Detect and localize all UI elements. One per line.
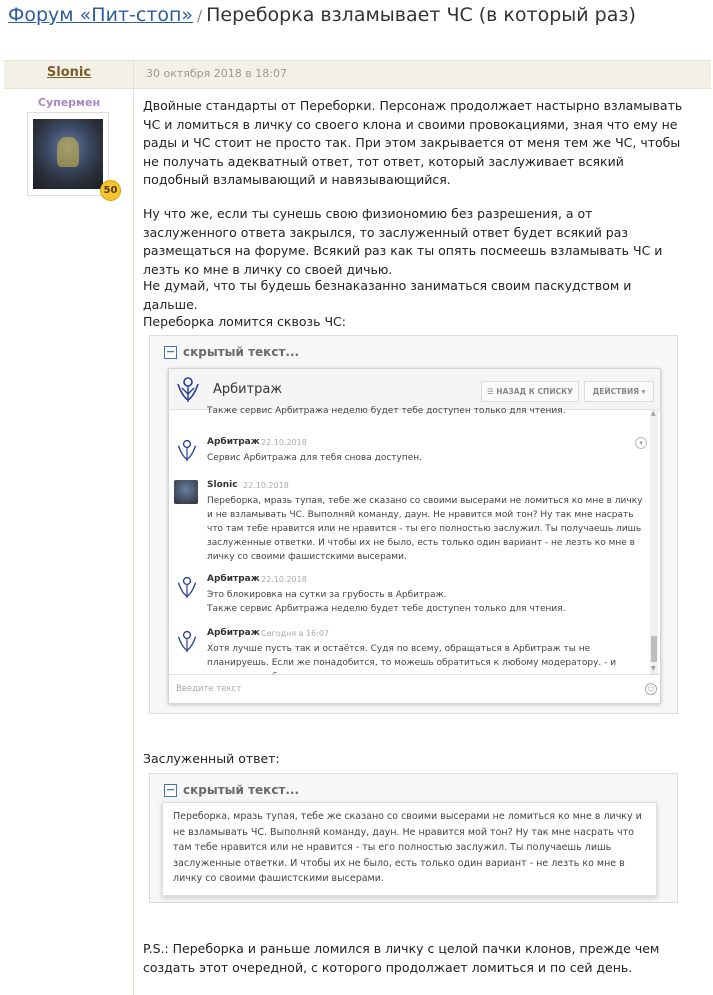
collapse-icon[interactable]: − [165,782,176,796]
arbitrage-avatar-icon [175,628,199,654]
scrollbar-thumb[interactable] [651,636,657,662]
post-paragraph-4: Переборка ломится сквозь ЧС: [143,314,346,329]
breadcrumb-separator: / [197,7,203,25]
actions-label: ДЕЙСТВИЯ [592,387,640,396]
post-paragraph-3: Не думай, что ты будешь безнаказанно заниматься своим паскудством и дальше. [143,278,632,312]
back-to-list-label: НАЗАД К СПИСКУ [496,387,574,396]
message-author: Арбитраж [207,628,260,638]
message-date: 22.10.2018 [261,575,307,584]
author-link[interactable]: Slonic [46,65,92,80]
smile-icon[interactable]: ☺ [645,683,657,695]
post-paragraph-2: Ну что же, если ты сунешь свою физиономию без разрешения, а от заслуженного ответа закрылся, то заслуженный ответ будет всякий раз размещаться на форуме. Всякий раз как ты опять посмеешь взламывать ЧС и лезть ко мне в личку со своей дичью. [143,206,663,277]
post-paragraph-6: P.S.: Переборка и раньше ломился в личку с целой пачки клонов, прежде чем создать этот очередной, с которого продолжает ломиться и по сей день. [143,941,660,975]
collapse-icon[interactable]: − [165,344,176,358]
column-divider [133,60,134,995]
conversation-cut-line: Также сервис Арбитража неделю будет тебе доступен только для чтения. [207,406,566,416]
message-input-placeholder: Введите текст [176,684,242,694]
page-title: Переборка взламывает ЧС (в который раз) [206,4,636,26]
message-input[interactable] [169,674,660,703]
quote-text: Переборка, мразь тупая, тебе же сказано со своими высерами не ломиться ко мне в личку и не взламывать ЧС. Выполняй команду, даун. Не нравится мой тон? Ну так мне насрать что там тебе нравится или не нравится - ты его полностью заслужил. Ты получаешь лишь заслуженные ответки. И чтобы их не было, есть только один вариант - не лезть ко мне в личку со своими фашистскими высерами. [173,811,642,884]
breadcrumb [8,4,708,40]
scroll-up-icon[interactable]: ▲ [651,410,656,417]
message-date: 22.10.2018 [243,481,289,490]
scroll-down-icon[interactable]: ▼ [651,665,656,672]
screenshot-title: Арбитраж [213,382,283,397]
post-header [4,60,711,89]
spoiler-block [149,773,678,903]
back-to-list-button[interactable]: ☰ НАЗАД К СПИСКУ [481,381,579,402]
message-author: Slonic [207,480,238,490]
spoiler-block [149,335,678,714]
spoiler-toggle[interactable] [164,344,299,360]
spoiler-label: скрытый текст... [183,783,300,797]
message-author: Арбитраж [207,437,260,447]
user-title: Супермен [37,96,101,109]
actions-button[interactable]: ДЕЙСТВИЯ ▾ [584,381,654,402]
conversation [169,406,660,674]
post-paragraph-1: Двойные стандарты от Переборки. Персонаж продолжает настырно взламывать ЧС и ломиться в личку со своего клона и своими провокациями, зная что ему не рады и ЧС стоит не просто так. При этом закрывается от меня тем же ЧС, чтобы не получать адекватный ответ, тот ответ, который заслуживает всякий подобный взламывающий и навязывающийся. [143,98,683,187]
message-date: 22.10.2018 [261,438,307,447]
embedded-screenshot [168,368,661,704]
avatar[interactable] [27,112,109,196]
arbitrage-avatar-icon [175,437,199,463]
spoiler-toggle[interactable] [164,782,299,798]
message-text: Это блокировка на сутки за грубость в Арбитраж. Также сервис Арбитража неделю будет тебе доступен только для чтения. [207,590,566,614]
post-paragraph-5: Заслуженный ответ: [143,751,280,766]
message-date: Сегодня в 16:07 [261,629,330,638]
arbitrage-logo-icon [174,374,202,404]
conversation-scrollbar[interactable] [650,410,658,674]
message-menu-icon[interactable]: ▾ [635,437,647,449]
screenshot-header [169,369,660,410]
quote-box [162,802,657,896]
avatar-image [33,119,103,189]
message-text: Переборка, мразь тупая, тебе же сказано со своими высерами не ломиться ко мне в личку и не взламывать ЧС. Выполняй команду, даун. Не нравится мой тон? Ну так мне насрать что там тебе нравится или не нравится - ты его полностью заслужил. Ты получаешь лишь заслуженные ответки. И чтобы их не было, есть только один вариант - не лезть ко мне в личку со своими фашистскими высерами. [207,496,643,562]
post-date: 30 октября 2018 в 18:07 [146,67,287,80]
spoiler-label: скрытый текст... [183,345,300,359]
level-badge: 50 [100,180,121,201]
arbitrage-avatar-icon [175,574,199,600]
message-text: Хотя лучше пусть так и остаётся. Судя по всему, обращаться в Арбитраж ты не планируешь. Если же понадобится, то можешь обратиться к любому модератору. - и [207,644,617,668]
user-avatar-image [174,480,198,504]
message-author: Арбитраж [207,574,260,584]
message-text: Сервис Арбитража для тебя снова доступен. [207,453,423,463]
forum-link[interactable]: Форум «Пит-стоп» [8,4,194,26]
